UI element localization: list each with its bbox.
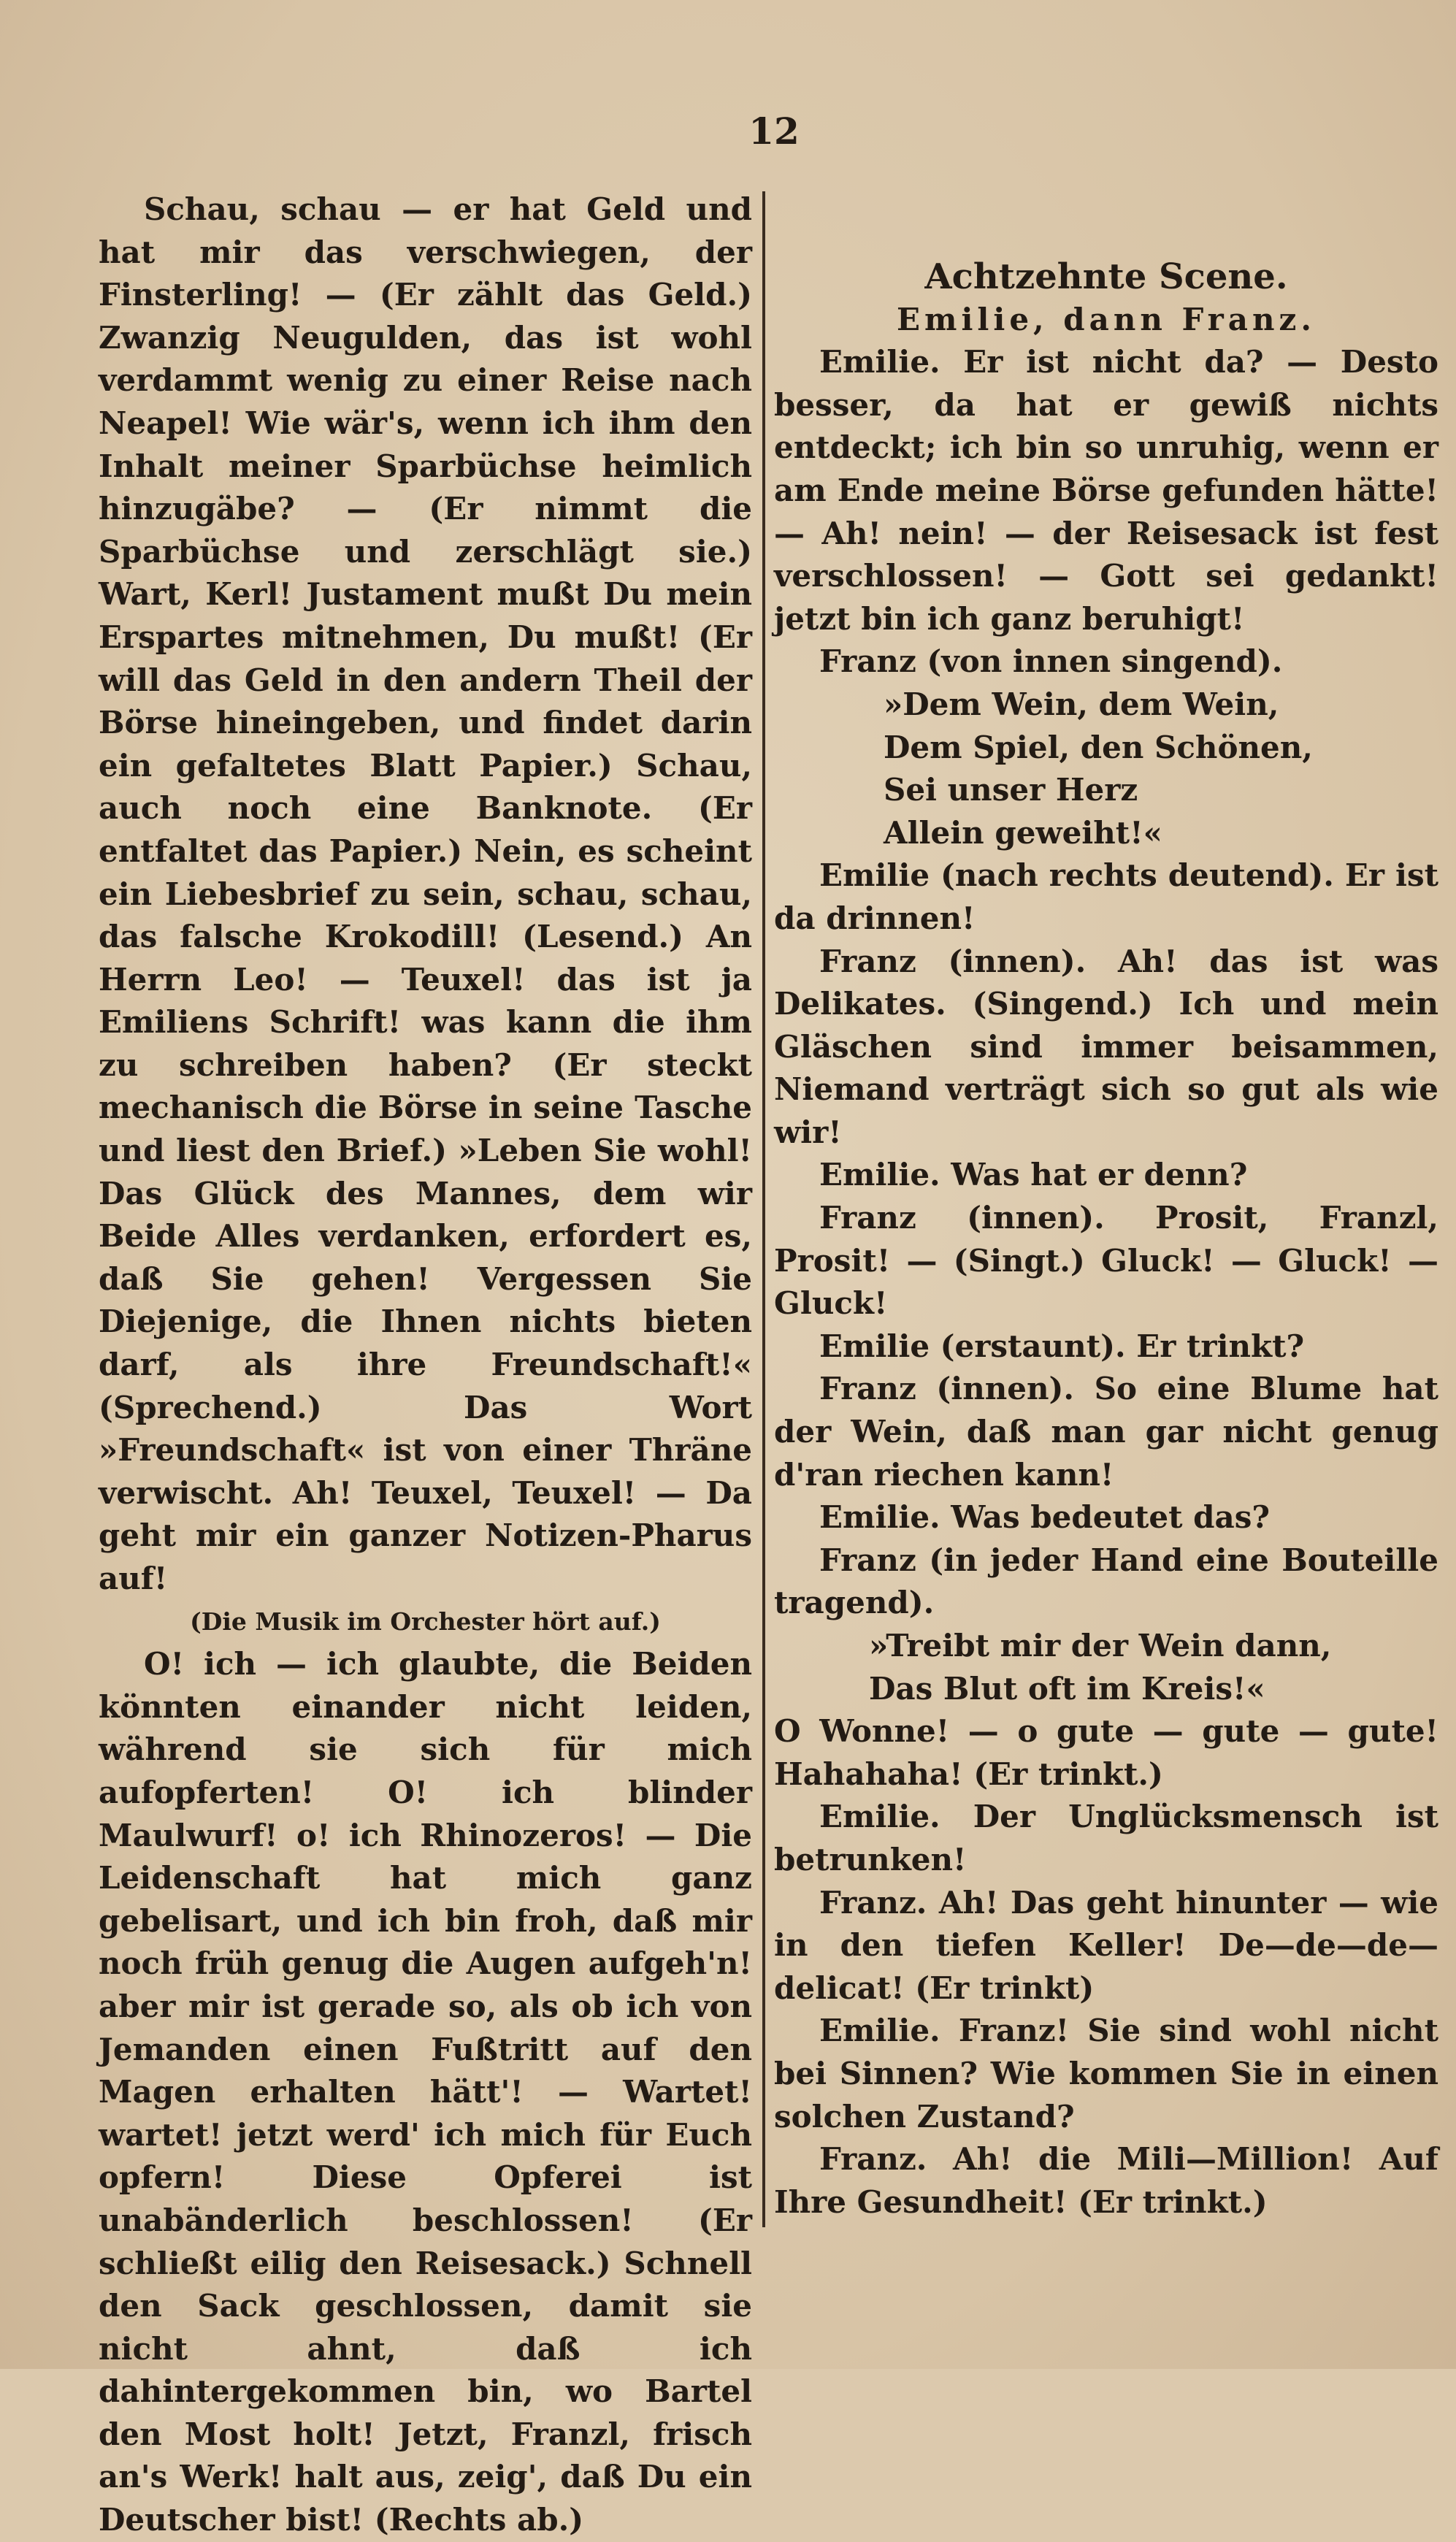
scene-characters: Emilie, dann Franz. [897, 301, 1316, 337]
dialogue-line: Emilie (erstaunt). Er trinkt? [819, 1328, 1305, 1364]
dialogue-line: Franz (von innen singend). [819, 643, 1283, 680]
dialogue-line: Emilie. Franz! Sie sind wohl nicht bei Sinnen? Wie kommen Sie in einen solchen Zustand? [774, 2013, 1438, 2135]
song-line: »Treibt mir der Wein dann, [869, 1628, 1332, 1664]
dialogue-line: Franz (innen). Prosit, Franzl, Prosit! — (Singt.) Gluck! — Gluck! — Gluck! [774, 1200, 1438, 1322]
song-line: Dem Spiel, den Schönen, [884, 729, 1313, 765]
dialogue-line: Franz (in jeder Hand eine Bouteille tragend). [774, 1542, 1438, 1621]
dialogue-line: Emilie (nach rechts deutend). Er ist da drinnen! [774, 857, 1438, 936]
dialogue-line: Emilie. Was bedeutet das? [819, 1499, 1270, 1536]
dialogue-line: Franz. Ah! Das geht hinunter — wie in den tiefen Keller! De—de—de—delicat! (Er trinkt) [774, 1884, 1438, 2006]
dialogue-line: Emilie. Was hat er denn? [819, 1157, 1248, 1193]
song-line: Allein geweiht!« [884, 814, 1162, 851]
left-column [99, 188, 752, 2542]
dialogue-line: Franz (innen). So eine Blume hat der Wein, daß man gar nicht genug d'ran riechen kann! [774, 1371, 1438, 1493]
scene-title: Achtzehnte Scene. [924, 256, 1288, 297]
dialogue-line: O Wonne! — o gute — gute — gute! Hahahaha! (Er trinkt.) [774, 1713, 1438, 1792]
song-line: »Dem Wein, dem Wein, [884, 686, 1279, 722]
song-line: Das Blut oft im Kreis!« [869, 1670, 1265, 1707]
right-column [774, 188, 1438, 2224]
song-line: Sei unser Herz [884, 772, 1138, 808]
stage-direction: (Die Musik im Orchester hört auf.) [190, 1607, 661, 1636]
column-divider [762, 191, 765, 2227]
paragraph: Schau, schau — er hat Geld und hat mir das verschwiegen, der Finsterling! — (Er zählt das Geld.) Zwanzig Neugulden, das ist wohl verdammt wenig zu einer Reise nach Neapel! Wie wär's, wenn ich ihm den Inhalt meiner Sparbüchse heimlich hinzugäbe? — (Er nimmt die Sparbüchse und zerschlägt sie.) Wart, Kerl! Justament mußt Du mein Erspartes mitnehmen, Du mußt! (Er will das Geld in den andern Theil der Börse hineingeben, und findet darin ein gefaltetes Blatt Papier.) Schau, auch noch eine Banknote. (Er entfaltet das Papier.) Nein, es scheint ein Liebesbrief zu sein, schau, schau, das falsche Krokodill! (Lesend.) An Herrn Leo! — Teuxel! das ist ja Emiliens Schrift! was kann die ihm zu schreiben haben? (Er steckt mechanisch die Börse in seine Tasche und liest den Brief.) »Leben Sie wohl! Das Glück des Mannes, dem wir Beide Alles verdanken, erfordert es, daß Sie gehen! Vergessen Sie Diejenige, die Ihnen nichts bieten darf, als ihre Freundschaft!« (Sprechend.) Das Wort »Freundschaft« ist von einer Thräne verwischt. Ah! Teuxel, Teuxel! — Da geht mir ein ganzer Notizen-Pharus auf! [99, 191, 752, 1596]
dialogue-line: Franz. Ah! die Mili—Million! Auf Ihre Gesundheit! (Er trinkt.) [774, 2141, 1438, 2220]
dialogue-line: Emilie. Er ist nicht da? — Desto besser, da hat er gewiß nichts entdeckt; ich bin so unruhig, wenn er am Ende meine Börse gefunden hätte! — Ah! nein! — der Reisesack ist fest verschlossen! — Gott sei gedankt! jetzt bin ich ganz beruhigt! [774, 344, 1438, 637]
dialogue-line: Emilie. Der Unglücksmensch ist betrunken! [774, 1799, 1438, 1877]
dialogue-line: Franz (innen). Ah! das ist was Delikates. (Singend.) Ich und mein Gläschen sind immer beisammen, Niemand verträgt sich so gut als wie wir! [774, 943, 1438, 1150]
page-number: 12 [748, 110, 800, 153]
paragraph: O! ich — ich glaubte, die Beiden könnten einander nicht leiden, während sie sich für mich aufopferten! O! ich blinder Maulwurf! o! ich Rhinozeros! — Die Leidenschaft hat mich ganz gebelisart, und ich bin froh, daß mir noch früh genug die Augen aufgeh'n! aber mir ist gerade so, als ob ich von Jemanden einen Fußtritt auf den Magen erhalten hätt'! — Wartet! wartet! jetzt werd' ich mich für Euch opfern! Diese Opferei ist unabänderlich beschlossen! (Er schließt eilig den Reisesack.) Schnell den Sack geschlossen, damit sie nicht ahnt, daß ich dahintergekommen bin, wo Bartel den Most holt! Jetzt, Franzl, frisch an's Werk! halt aus, zeig', daß Du ein Deutscher bist! (Rechts ab.) [99, 1646, 752, 2538]
